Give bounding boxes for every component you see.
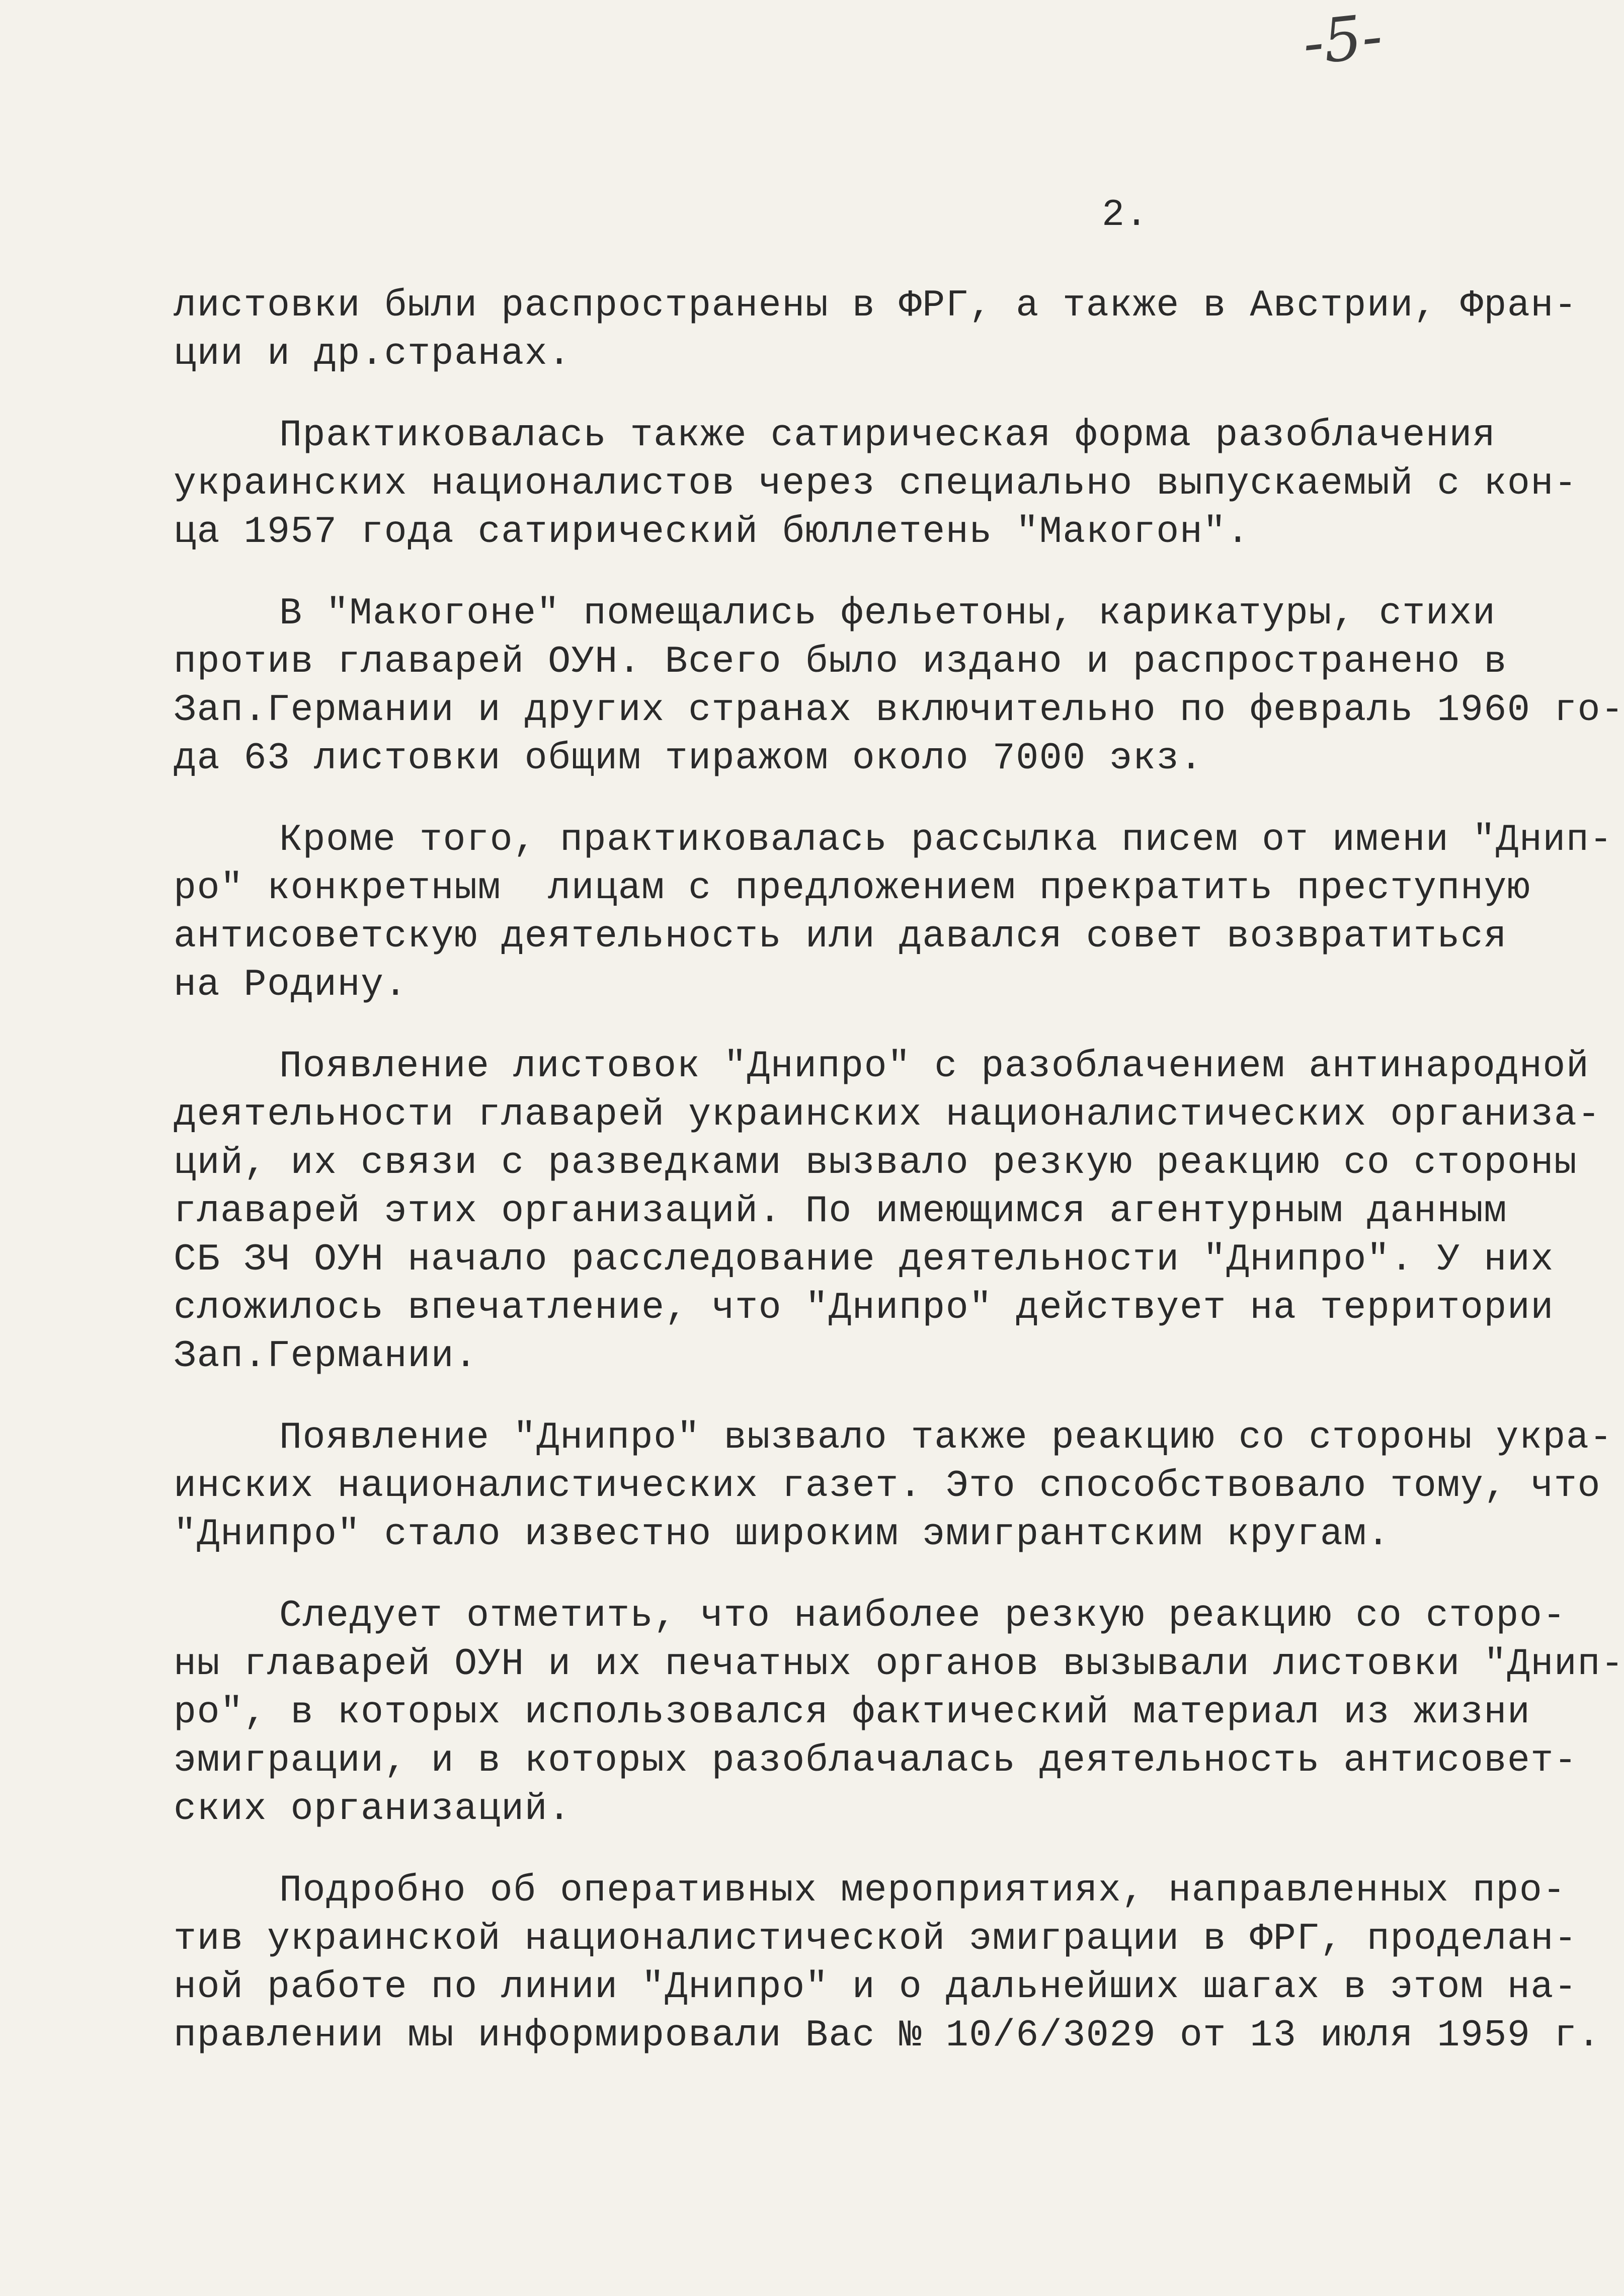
- text-line: В "Макогоне" помещались фельетоны, карикатуры, стихи: [279, 592, 1496, 635]
- text-line: главарей этих организаций. По имеющимся агентурным данным: [174, 1190, 1507, 1233]
- text-line: Зап.Германии и других странах включительно по февраль 1960 го-: [174, 689, 1624, 732]
- text-line: ций, их связи с разведками вызвало резкую реакцию со стороны: [174, 1142, 1578, 1184]
- text-line: тив украинской националистической эмиграции в ФРГ, проделан-: [174, 1918, 1578, 1960]
- paragraph: [174, 816, 1613, 1009]
- document-body: [174, 282, 1624, 2093]
- text-line: антисоветскую деятельность или давался совет возвратиться: [174, 915, 1507, 958]
- paragraph: [174, 1043, 1601, 1381]
- text-line: да 63 листовки общим тиражом около 7000 экз.: [174, 737, 1203, 780]
- text-line: Кроме того, практиковалась рассылка писем от имени "Днип-: [279, 819, 1613, 861]
- text-line: "Днипро" стало известно широким эмигрантским кругам.: [174, 1513, 1391, 1556]
- paragraph: [174, 590, 1624, 783]
- text-line: ны главарей ОУН и их печатных органов вызывали листовки "Днип-: [174, 1643, 1624, 1686]
- paragraph: [174, 1592, 1624, 1834]
- text-line: ца 1957 года сатирический бюллетень "Макогон".: [174, 511, 1250, 553]
- text-line: Практиковалась также сатирическая форма разоблачения: [279, 414, 1496, 457]
- text-line: ции и др.странах.: [174, 333, 572, 375]
- text-line: Появление листовок "Днипро" с разоблачением антинародной: [279, 1045, 1590, 1088]
- paragraph: [174, 282, 1578, 378]
- text-line: ских организаций.: [174, 1788, 572, 1831]
- text-line: Зап.Германии.: [174, 1335, 478, 1378]
- text-line: листовки были распространены в ФРГ, а также в Австрии, Фран-: [174, 284, 1578, 327]
- text-line: инских националистических газет. Это способствовало тому, что: [174, 1465, 1601, 1508]
- page-number: 2.: [1102, 194, 1149, 236]
- paragraph: [174, 1867, 1601, 2060]
- text-line: Подробно об оперативных мероприятиях, направленных про-: [279, 1869, 1566, 1912]
- text-line: против главарей ОУН. Всего было издано и распространено в: [174, 641, 1507, 683]
- text-line: ной работе по линии "Днипро" и о дальнейших шагах в этом на-: [174, 1966, 1578, 2009]
- text-line: правлении мы информировали Вас № 10/6/3029 от 13 июля 1959 г.: [174, 2014, 1601, 2057]
- text-line: деятельности главарей украинских националистических организа-: [174, 1093, 1601, 1136]
- paragraph: [174, 1414, 1613, 1559]
- text-line: украинских националистов через специально выпускаемый с кон-: [174, 462, 1578, 505]
- text-line: эмиграции, и в которых разоблачалась деятельность антисовет-: [174, 1739, 1578, 1782]
- text-line: Следует отметить, что наиболее резкую реакцию со сторо-: [279, 1595, 1566, 1637]
- text-line: на Родину.: [174, 964, 408, 1006]
- text-line: СБ ЗЧ ОУН начало расследование деятельности "Днипро". У них: [174, 1238, 1554, 1281]
- paragraph: [174, 412, 1578, 557]
- text-line: Появление "Днипро" вызвало также реакцию со стороны укра-: [279, 1416, 1613, 1459]
- text-line: ро", в которых использовался фактический материал из жизни: [174, 1691, 1531, 1734]
- archive-page-number: -5-: [1300, 1, 1386, 79]
- text-line: сложилось впечатление, что "Днипро" действует на территории: [174, 1287, 1554, 1329]
- text-line: ро" конкретным лицам с предложением прекратить преступную: [174, 867, 1531, 910]
